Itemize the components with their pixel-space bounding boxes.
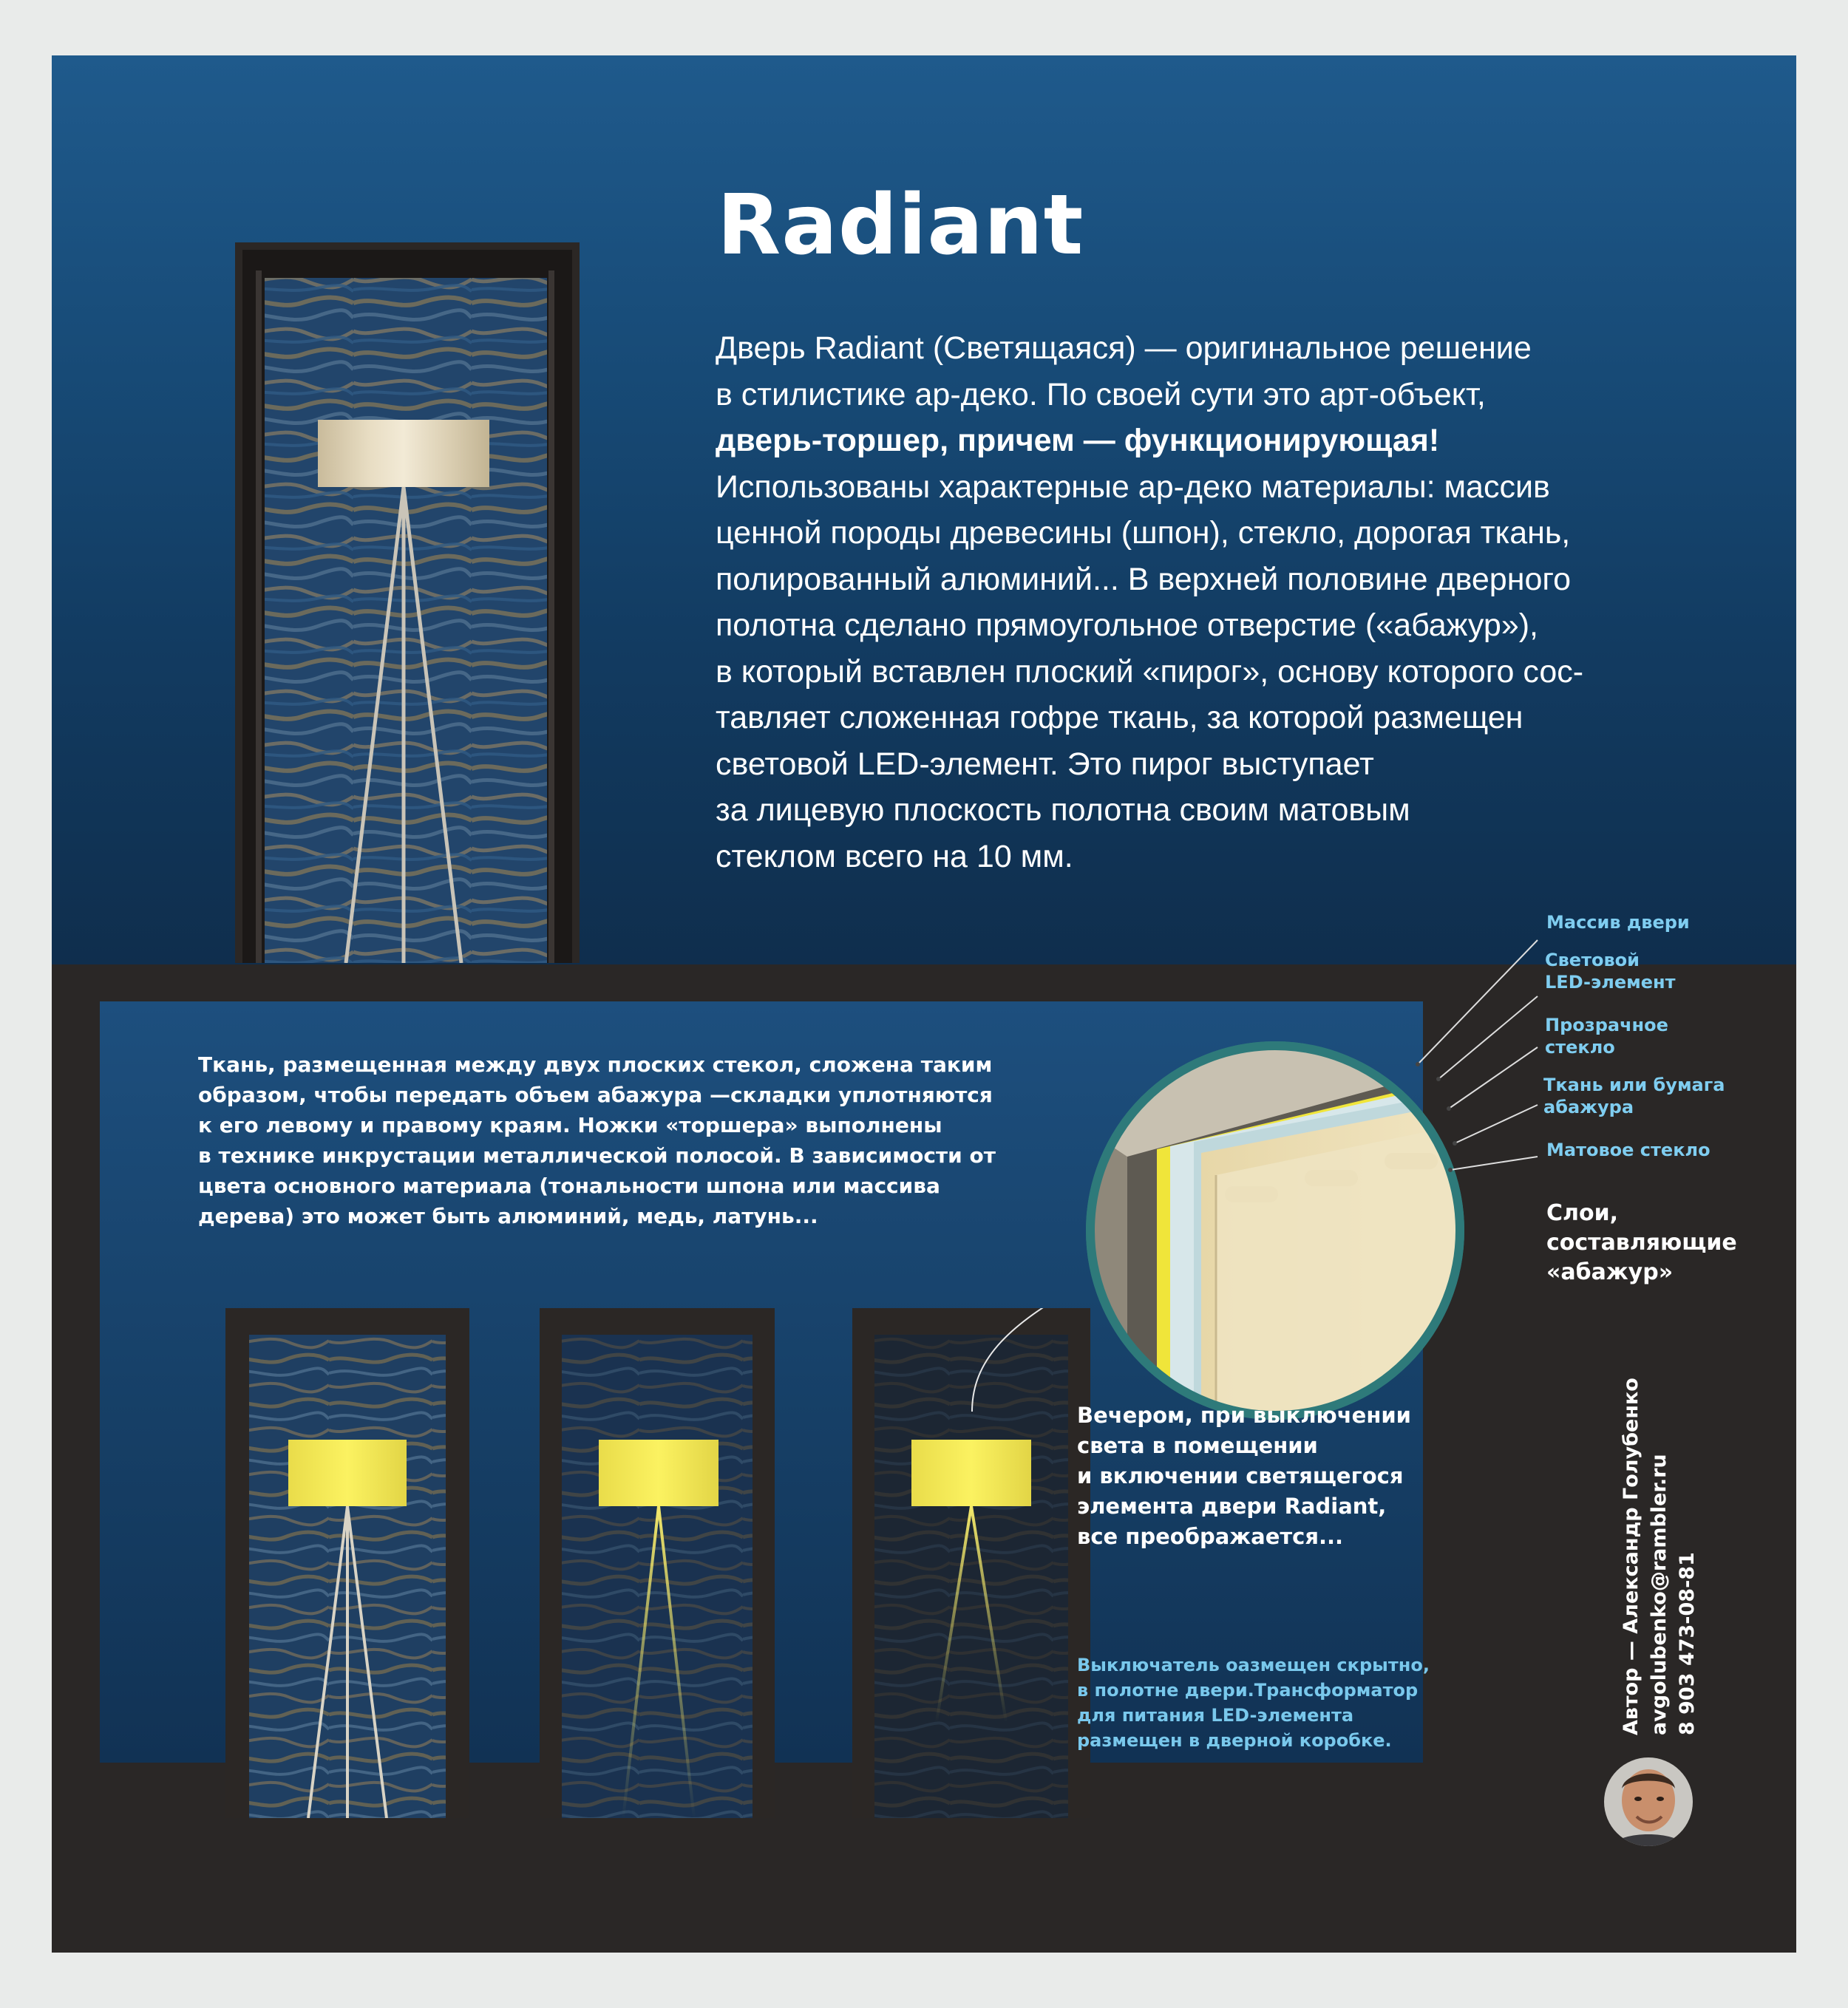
three-doors-illustration bbox=[225, 1308, 1098, 1818]
page-title: Radiant bbox=[717, 177, 1084, 273]
switch-note: Выключатель оазмещен скрытно, в полотне двери.Трансформатор для питания LED-элемента размещен в дверной коробке. bbox=[1077, 1655, 1430, 1751]
intro-line-bold: дверь-торшер, причем — функционирующая! bbox=[716, 423, 1440, 458]
fabric-note-line: Ткань, размещенная между двух плоских стекол, сложена таким bbox=[198, 1052, 993, 1077]
fabric-note-line: к его левому и правому краям. Ножки «торшера» выполнены bbox=[198, 1113, 942, 1137]
intro-line: в стилистике ар-деко. По своей сути это арт-объект, bbox=[716, 376, 1486, 412]
author-phone: 8 903 473-08-81 bbox=[1676, 1552, 1699, 1735]
intro-line: световой LED-элемент. Это пирог выступает bbox=[716, 746, 1374, 782]
intro-line: стеклом всего на 10 мм. bbox=[716, 838, 1073, 874]
author-name: Автор — Александр Голубенко bbox=[1620, 1378, 1643, 1735]
layers-caption: Слои, составляющие «абажур» bbox=[1546, 1200, 1737, 1285]
layer-label-matte: Матовое стекло bbox=[1546, 1140, 1711, 1160]
layer-leader-lines bbox=[1404, 913, 1552, 1179]
intro-line: ценной породы древесины (шпон), стекло, дорогая ткань, bbox=[716, 515, 1571, 551]
author-email: avgolubenko@rambler.ru bbox=[1648, 1454, 1671, 1735]
intro-line: полотна сделано прямоугольное отверстие («абажур»), bbox=[716, 607, 1539, 643]
avatar bbox=[1603, 1756, 1694, 1848]
layer-label-clear-glass: Прозрачное стекло bbox=[1545, 1015, 1668, 1058]
evening-note: Вечером, при выключении света в помещении и включении светящегося элемента двери Radiant, все преображается... bbox=[1077, 1403, 1412, 1549]
fabric-note-line: в технике инкрустации металлической полосой. В зависимости от bbox=[198, 1143, 996, 1168]
intro-line: Дверь Radiant (Светящаяся) — оригинальное решение bbox=[716, 330, 1532, 366]
layer-label-led: Световой LED-элемент bbox=[1545, 950, 1676, 993]
fabric-note-line: дерева) это может быть алюминий, медь, латунь... bbox=[198, 1204, 818, 1228]
layer-label-massive: Массив двери bbox=[1546, 912, 1690, 933]
intro-line: полированный алюминий... В верхней половине дверного bbox=[716, 561, 1572, 597]
fabric-note bbox=[198, 1049, 996, 1231]
intro-line: Использованы характерные ар-деко материалы: массив bbox=[716, 469, 1550, 505]
fabric-note-line: цвета основного материала (тональности шпона или массива bbox=[198, 1174, 940, 1198]
intro-text bbox=[716, 325, 1706, 879]
intro-line: в который вставлен плоский «пирог», основу которого сос- bbox=[716, 653, 1584, 690]
intro-line: за лицевую плоскость полотна своим матовым bbox=[716, 792, 1410, 828]
fabric-note-line: образом, чтобы передать объем абажура —складки уплотняются bbox=[198, 1083, 993, 1107]
intro-line: тавляет сложенная гофре ткань, за которой размещен bbox=[716, 700, 1523, 735]
main-door-illustration bbox=[235, 242, 580, 963]
author-credits bbox=[1617, 1378, 1711, 1735]
layer-label-fabric: Ткань или бумага абажура bbox=[1543, 1075, 1725, 1117]
